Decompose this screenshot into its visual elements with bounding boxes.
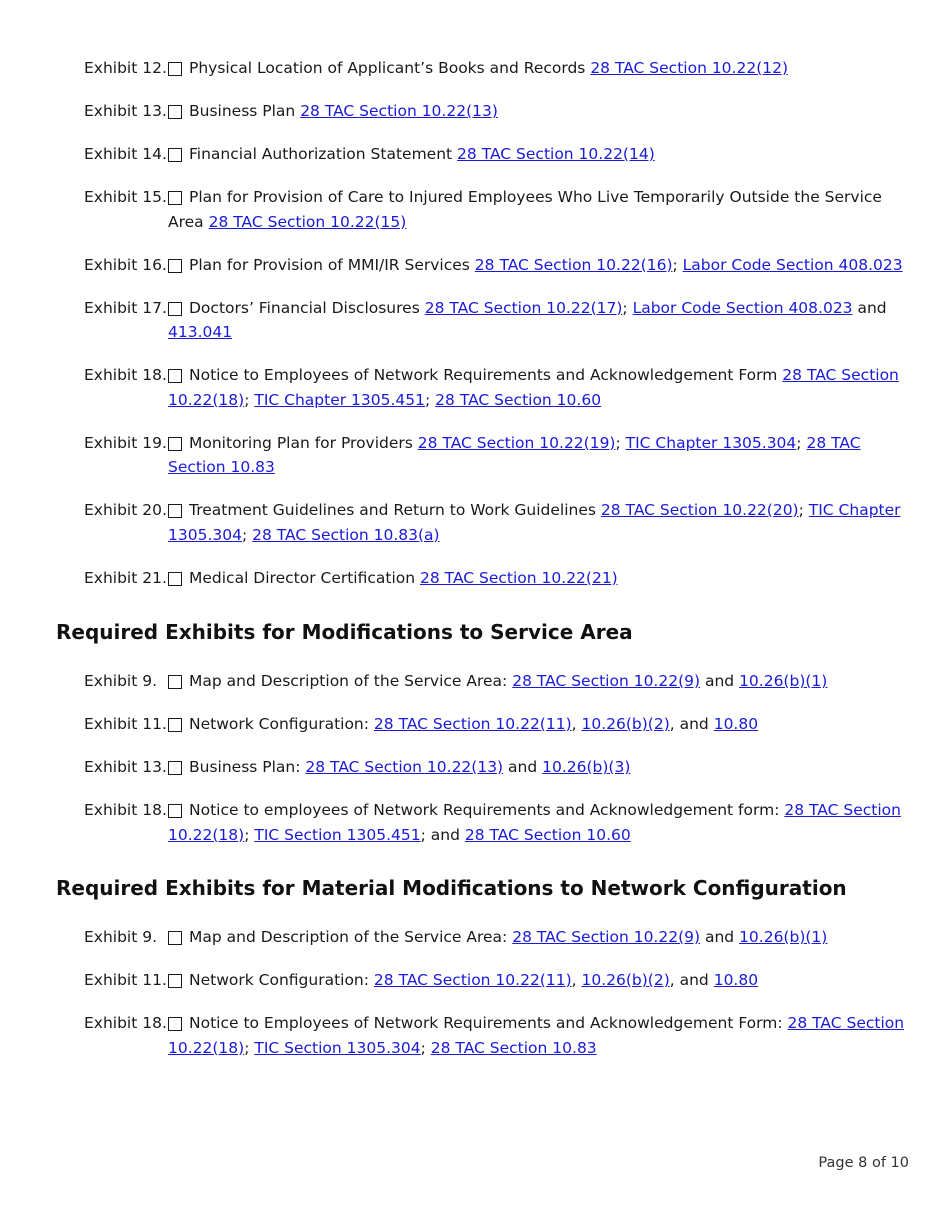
exhibit-number: Exhibit 18. <box>84 1014 167 1032</box>
citation-link[interactable]: 28 TAC Section 10.22(11) <box>373 971 572 989</box>
exhibit-text: Notice to Employees of Network Requirements and Acknowledgement Form: <box>189 1014 788 1032</box>
exhibit-number: Exhibit 15. <box>84 188 167 206</box>
exhibit-checkbox[interactable] <box>168 1017 182 1031</box>
exhibit-text: and <box>852 298 887 317</box>
exhibit-item <box>0 968 950 993</box>
exhibit-checkbox[interactable] <box>168 148 182 162</box>
exhibit-text: ; <box>244 390 255 409</box>
exhibit-number: Exhibit 18. <box>84 366 167 384</box>
exhibit-text: ; <box>244 825 255 844</box>
exhibit-text: ; and <box>420 825 465 844</box>
exhibit-number: Exhibit 13. <box>84 758 167 776</box>
citation-link[interactable]: 28 TAC Section 10.60 <box>435 390 602 409</box>
exhibit-text: , <box>571 715 582 733</box>
citation-link[interactable]: 28 TAC Section 10.83 <box>430 1038 597 1057</box>
exhibit-checkbox[interactable] <box>168 191 182 205</box>
exhibit-item <box>0 99 950 124</box>
exhibit-checkbox[interactable] <box>168 62 182 76</box>
exhibit-number: Exhibit 14. <box>84 145 167 163</box>
citation-link[interactable]: 28 TAC Section 10.22(9) <box>512 928 701 946</box>
exhibit-checkbox[interactable] <box>168 369 182 383</box>
exhibit-checkbox[interactable] <box>168 761 182 775</box>
exhibit-item <box>0 755 950 780</box>
exhibit-text: Monitoring Plan for Providers <box>189 433 418 452</box>
exhibit-item <box>0 498 950 547</box>
citation-link[interactable]: 28 TAC Section 10.22(18) <box>168 366 899 409</box>
exhibit-item <box>0 253 950 278</box>
exhibit-number: Exhibit 21. <box>84 568 167 587</box>
exhibit-item <box>0 142 950 167</box>
exhibit-text: ; <box>622 298 633 317</box>
citation-link[interactable]: 28 TAC Section 10.22(13) <box>300 102 498 120</box>
exhibit-number: Exhibit 16. <box>84 255 167 274</box>
exhibit-item <box>0 669 950 694</box>
citation-link[interactable]: 28 TAC Section 10.22(12) <box>590 59 789 77</box>
exhibit-item <box>0 296 950 345</box>
exhibit-text: ; <box>425 390 436 409</box>
exhibit-text: Notice to employees of Network Requirements and Acknowledgement form: <box>189 801 785 819</box>
exhibit-text: ; <box>241 525 253 544</box>
citation-link[interactable]: 10.80 <box>713 715 759 733</box>
exhibit-item <box>0 56 950 81</box>
heading-network-configuration: Required Exhibits for Material Modifications to Network Configuration <box>56 876 847 900</box>
exhibit-item <box>0 363 950 412</box>
exhibit-text: and <box>503 758 543 776</box>
exhibit-text: ; <box>796 433 807 452</box>
exhibit-text: Network Configuration: <box>189 971 374 989</box>
exhibit-number: Exhibit 18. <box>84 801 167 819</box>
exhibit-checkbox[interactable] <box>168 675 182 689</box>
exhibit-number: Exhibit 17. <box>84 298 167 317</box>
exhibit-checkbox[interactable] <box>168 974 182 988</box>
exhibit-number: Exhibit 9. <box>84 672 158 690</box>
citation-link[interactable]: 28 TAC Section 10.22(17) <box>424 298 623 317</box>
exhibit-checkbox[interactable] <box>168 302 182 316</box>
exhibit-checkbox[interactable] <box>168 572 182 586</box>
exhibit-text: Plan for Provision of Care to Injured Employees Who Live Temporarily Outside the Service Area <box>168 188 882 231</box>
exhibit-number: Exhibit 12. <box>84 59 167 77</box>
exhibit-text: and <box>700 928 740 946</box>
citation-link[interactable]: 28 TAC Section 10.22(9) <box>512 672 701 690</box>
citation-link[interactable]: 28 TAC Section 10.22(14) <box>457 145 655 163</box>
exhibit-number: Exhibit 13. <box>84 102 167 120</box>
exhibit-checkbox[interactable] <box>168 105 182 119</box>
citation-link[interactable]: 28 TAC Section 10.60 <box>464 825 631 844</box>
exhibit-text: Treatment Guidelines and Return to Work Guidelines <box>189 501 601 519</box>
exhibit-text: , and <box>669 715 714 733</box>
citation-link[interactable]: TIC Section 1305.451 <box>254 825 421 844</box>
exhibit-text: Notice to Employees of Network Requirements and Acknowledgement Form <box>189 366 783 384</box>
citation-link[interactable]: 10.26(b)(1) <box>739 928 828 946</box>
exhibit-checkbox[interactable] <box>168 718 182 732</box>
exhibit-number: Exhibit 11. <box>84 971 167 989</box>
exhibit-number: Exhibit 19. <box>84 433 167 452</box>
exhibit-text: Network Configuration: <box>189 715 374 733</box>
exhibit-list-general <box>0 56 950 609</box>
exhibit-text: Physical Location of Applicant’s Books and Records <box>189 59 591 77</box>
exhibit-text: , <box>571 971 582 989</box>
exhibit-checkbox[interactable] <box>168 259 182 273</box>
citation-link[interactable]: 28 TAC Section 10.22(16) <box>474 255 673 274</box>
citation-link[interactable]: TIC Chapter 1305.304 <box>625 433 797 452</box>
citation-link[interactable]: 28 TAC Section 10.22(18) <box>168 801 901 844</box>
citation-link[interactable]: 28 TAC Section 10.22(13) <box>305 758 504 776</box>
exhibit-text: and <box>700 672 740 690</box>
citation-link[interactable]: TIC Chapter 1305.304 <box>168 501 901 544</box>
exhibit-number: Exhibit 20. <box>84 501 167 519</box>
exhibit-checkbox[interactable] <box>168 804 182 818</box>
citation-link[interactable]: 28 TAC Section 10.22(18) <box>168 1014 905 1057</box>
exhibit-text: , and <box>669 971 714 989</box>
exhibit-text: Medical Director Certification <box>189 568 421 587</box>
citation-link[interactable]: 10.26(b)(3) <box>542 758 631 776</box>
exhibit-text: Map and Description of the Service Area: <box>189 672 513 690</box>
citation-link[interactable]: TIC Section 1305.304 <box>254 1038 421 1057</box>
citation-link[interactable]: TIC Chapter 1305.451 <box>254 390 426 409</box>
citation-link[interactable]: Labor Code Section 408.023 <box>632 298 853 317</box>
citation-link[interactable]: Labor Code Section 408.023 <box>682 255 903 274</box>
exhibit-item <box>0 566 950 591</box>
exhibit-item <box>0 185 950 234</box>
citation-link[interactable]: 28 TAC Section 10.22(11) <box>373 715 572 733</box>
exhibit-text: ; <box>672 255 683 274</box>
citation-link[interactable]: 413.041 <box>168 323 233 341</box>
exhibit-text: ; <box>798 501 809 519</box>
exhibit-text: ; <box>420 1038 431 1057</box>
exhibit-item <box>0 1011 950 1060</box>
citation-link[interactable]: 10.26(b)(2) <box>581 971 670 989</box>
page-number: Page 8 of 10 <box>818 1155 909 1171</box>
exhibit-text: ; <box>615 433 626 452</box>
citation-link[interactable]: 10.80 <box>713 971 759 989</box>
exhibit-number: Exhibit 9. <box>84 928 158 946</box>
citation-link[interactable]: 28 TAC Section 10.83(a) <box>252 525 440 544</box>
exhibit-checkbox[interactable] <box>168 931 182 945</box>
exhibit-text: Financial Authorization Statement <box>189 145 458 163</box>
exhibit-checkbox[interactable] <box>168 437 182 451</box>
citation-link[interactable]: 28 TAC Section 10.22(15) <box>208 212 407 231</box>
exhibit-item <box>0 712 950 737</box>
heading-service-area: Required Exhibits for Modifications to Service Area <box>56 620 633 644</box>
citation-link[interactable]: 28 TAC Section 10.83 <box>168 433 861 476</box>
exhibit-list-network-config <box>0 925 950 1079</box>
exhibit-checkbox[interactable] <box>168 504 182 518</box>
citation-link[interactable]: 10.26(b)(2) <box>581 715 670 733</box>
citation-link[interactable]: 10.26(b)(1) <box>739 672 828 690</box>
exhibit-text: ; <box>244 1038 255 1057</box>
exhibit-item <box>0 798 950 847</box>
exhibit-text: Doctors’ Financial Disclosures <box>189 298 425 317</box>
exhibit-text: Map and Description of the Service Area: <box>189 928 513 946</box>
exhibit-item <box>0 431 950 480</box>
exhibit-list-service-area <box>0 669 950 866</box>
exhibit-text: Plan for Provision of MMI/IR Services <box>189 255 475 274</box>
citation-link[interactable]: 28 TAC Section 10.22(19) <box>417 433 616 452</box>
exhibit-number: Exhibit 11. <box>84 715 167 733</box>
exhibit-item <box>0 925 950 950</box>
exhibit-text: Business Plan: <box>189 758 306 776</box>
exhibit-text: Business Plan <box>189 102 301 120</box>
citation-link[interactable]: 28 TAC Section 10.22(21) <box>420 568 618 587</box>
citation-link[interactable]: 28 TAC Section 10.22(20) <box>600 501 799 519</box>
